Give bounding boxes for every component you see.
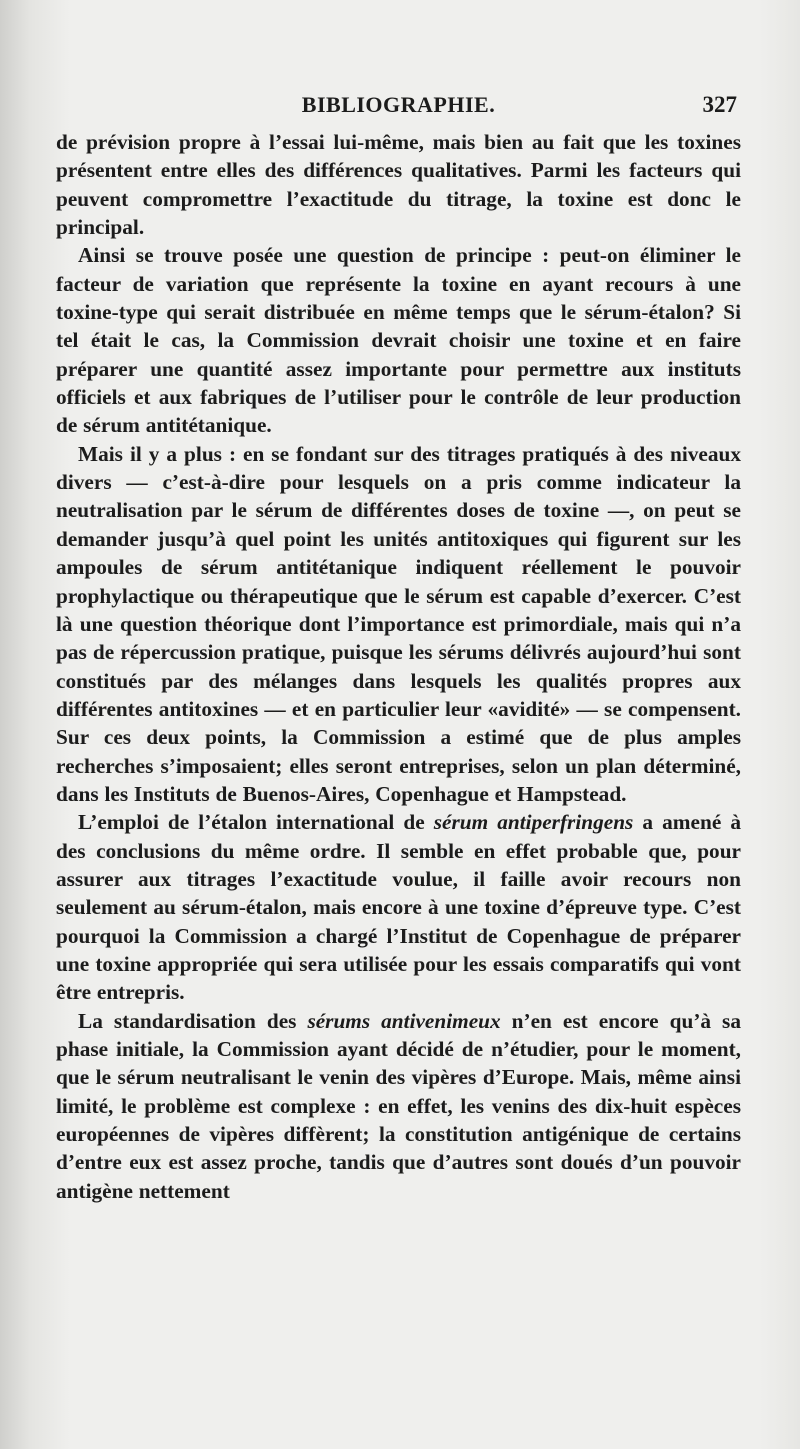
book-page [56,92,741,1205]
paragraph-5 [56,1007,741,1205]
paragraph-4-text-after: a amené à des conclusions du même ordre. Il semble en effet probable que, pour assurer aux titrages l’exactitude voulue, il faille avoir recours non seulement au sérum-étalon, mais encore à une toxine d’épreuve type. C’est pourquoi la Commission a chargé l’Institut de Copenhague de préparer une toxine appropriée qui sera utilisée pour les essais comparatifs qui vont être entrepris. [56,810,741,1005]
page-number: 327 [702,92,737,117]
paragraph-3: Mais il y a plus : en se fondant sur des titrages pratiqués à des niveaux divers — c’est-à-dire pour lesquels on a pris comme indicateur la neutralisation par le sérum de différentes doses de toxine —, on peut se demander jusqu’à quel point les unités antitoxiques qui figurent sur les ampoules de sérum antitétanique indiquent réellement le pouvoir prophylactique ou thérapeutique que le sérum est capable d’exercer. C’est là une question théorique dont l’importance est primordiale, mais qui n’a pas de répercussion pratique, puisque les sérums délivrés aujourd’hui sont constitués par des mélanges dans lesquels les qualités propres aux différentes antitoxines — et en particulier leur «avidité» — se compensent. Sur ces deux points, la Commission a estimé que de plus amples recherches s’imposaient; elles seront entreprises, selon un plan déterminé, dans les Instituts de Buenos-Aires, Copenhague et Hampstead. [56,441,741,806]
paragraph-2: Ainsi se trouve posée une question de principe : peut-on éliminer le facteur de variation que représente la toxine en ayant recours à une toxine-type qui serait distribuée en même temps que le sérum-étalon? Si tel était le cas, la Commission devrait choisir une toxine et en faire préparer une quantité assez importante pour permettre aux instituts officiels et aux fabriques de l’utiliser pour le contrôle de leur production de sérum antitétanique. [56,243,741,438]
paragraph-5-text-before: La standardisation des [78,1008,308,1033]
paragraph-5-text-after: n’en est encore qu’à sa phase initiale, la Commission ayant décidé de n’étudier, pour le moment, que le sérum neutralisant le venin des vipères d’Europe. Mais, même ainsi limité, le problème est complexe : en effet, les venins des dix-huit espèces européennes de vipères diffèrent; la constitution antigénique de certains d’entre eux est assez proche, tandis que d’autres sont doués d’un pouvoir antigène nettement [56,1008,741,1203]
page-header [56,92,741,128]
body-text [56,128,741,1205]
running-title: BIBLIOGRAPHIE. [301,92,496,117]
paragraph-4-italic-term: sérum antiperfringens [433,810,634,835]
paragraph-4 [56,808,741,1006]
paragraph-4-text-before: L’emploi de l’étalon international de [78,810,434,835]
paragraph-1: de prévision propre à l’essai lui-même, mais bien au fait que les toxines présentent entre elles des différences qualitatives. Parmi les facteurs qui peuvent compromettre l’exactitude du titrage, la toxine est donc le principal. [56,130,741,240]
paragraph-5-italic-term: sérums antivenimeux [307,1008,501,1033]
